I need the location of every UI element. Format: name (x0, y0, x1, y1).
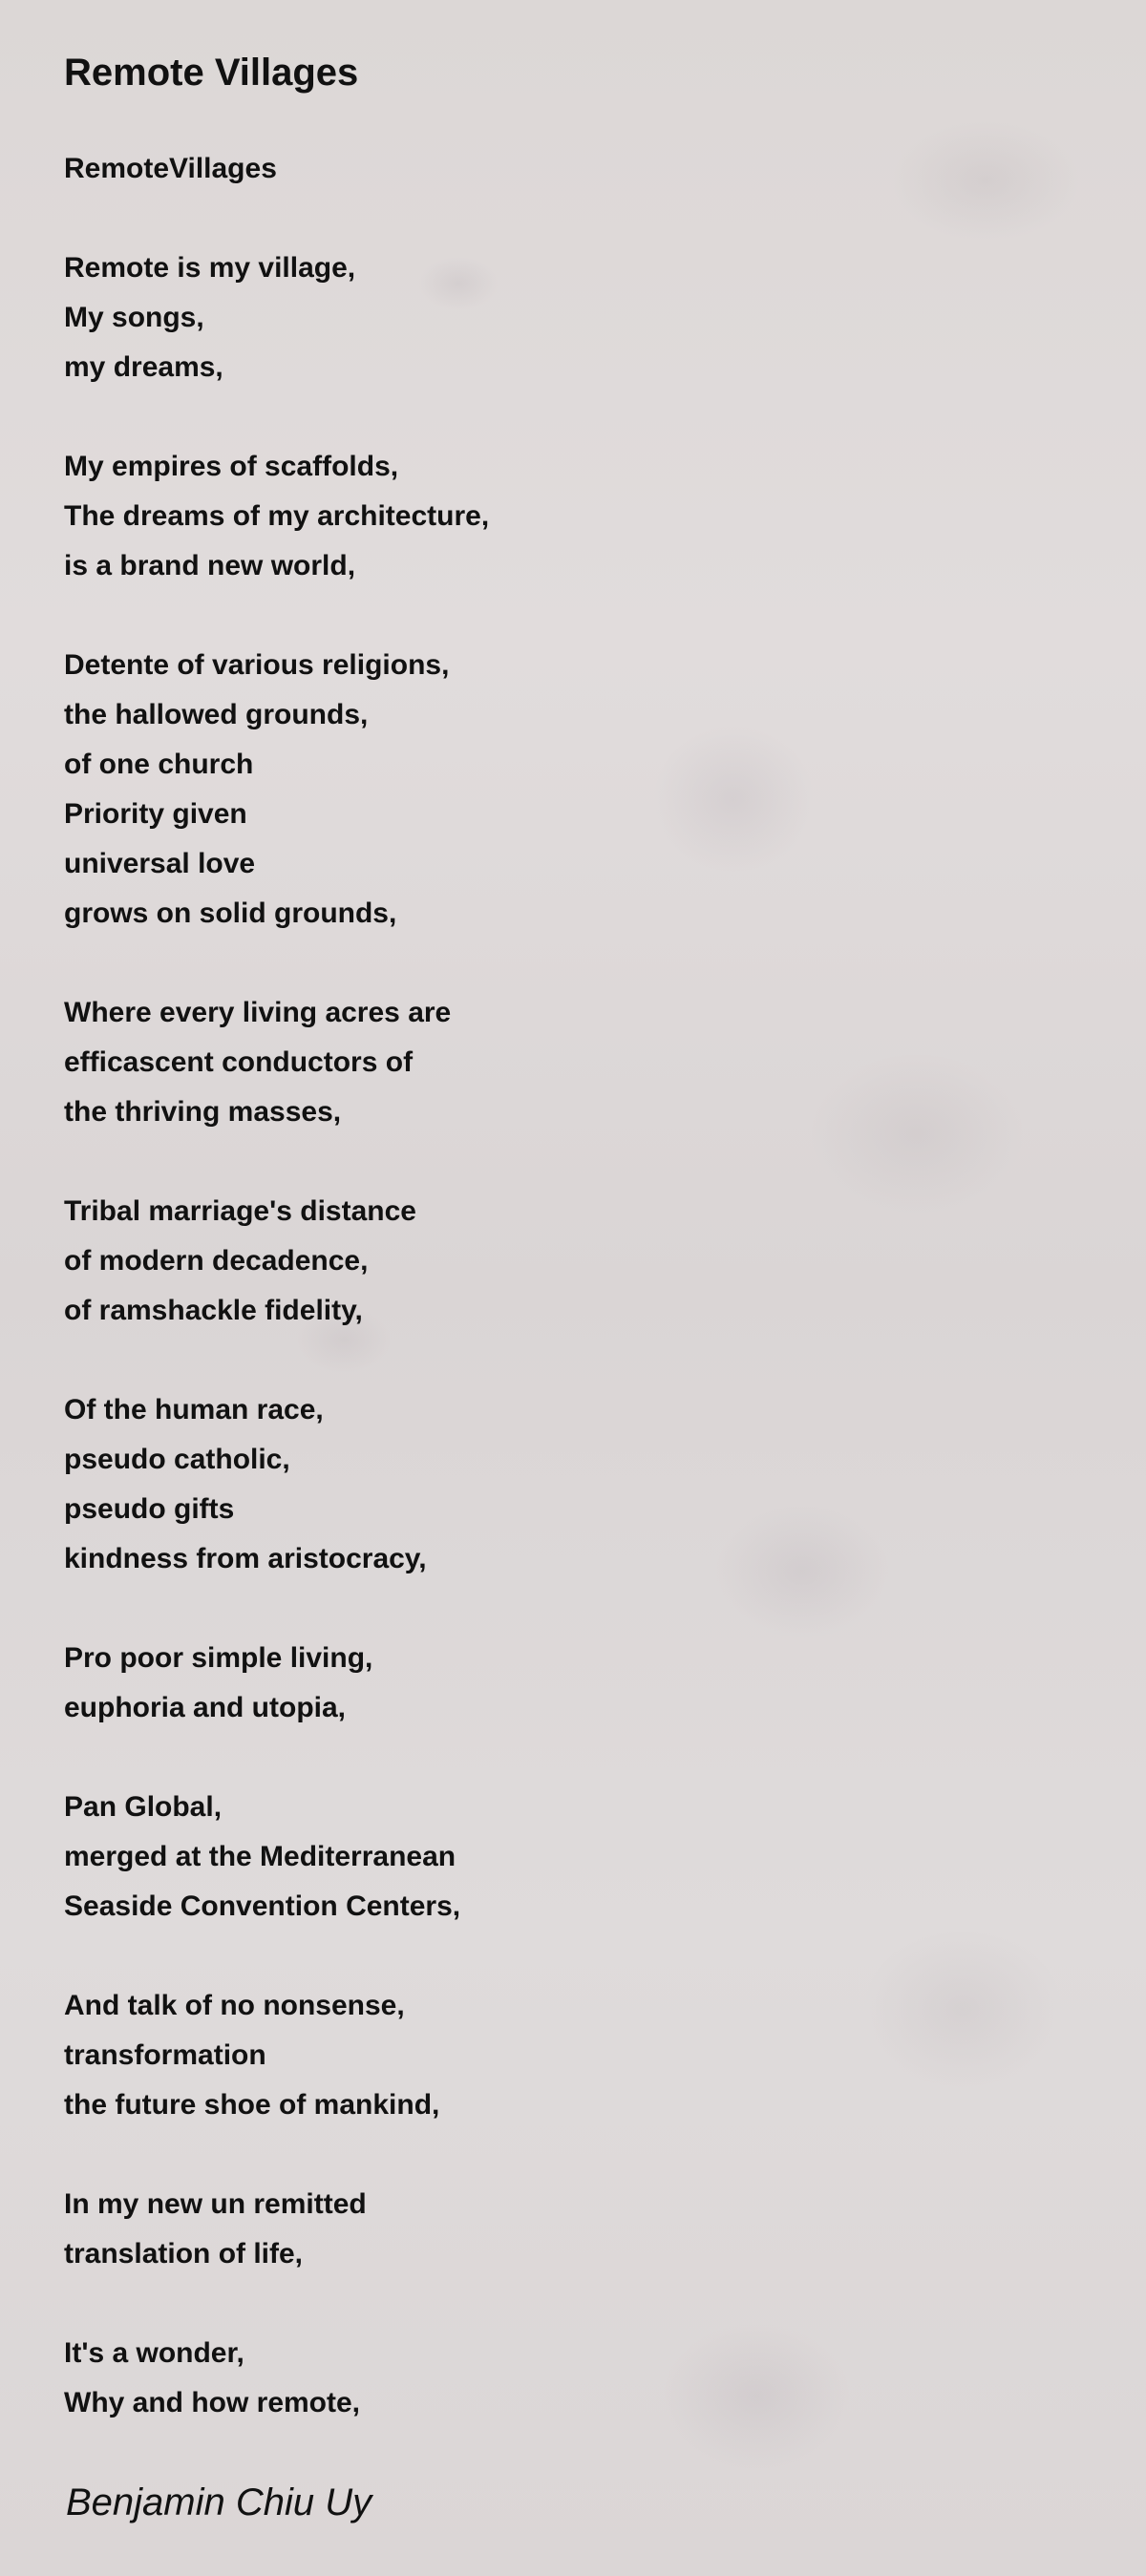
poem-stanza (64, 1981, 1076, 2130)
poem-stanza (64, 2180, 1076, 2279)
poem-stanza (64, 1385, 1076, 1584)
poem-line: the hallowed grounds, (64, 699, 369, 730)
poem-line: Pan Global, (64, 1791, 223, 1823)
poem-line: efficascent conductors of (64, 1046, 414, 1078)
poem-line: of modern decadence, (64, 1245, 369, 1277)
poem-stanza (64, 988, 1076, 1137)
poem-line: euphoria and utopia, (64, 1692, 347, 1723)
poem-line: universal love (64, 848, 256, 879)
poem-line: of ramshackle fidelity, (64, 1295, 363, 1326)
poem-stanza (64, 1634, 1076, 1733)
poem-author: Benjamin Chiu Uy (66, 2481, 372, 2523)
poem-line: It's a wonder, (64, 2337, 244, 2369)
poem-line: And talk of no nonsense, (64, 1990, 405, 2021)
poem-line: Where every living acres are (64, 997, 452, 1028)
poem-stanzas (64, 243, 1076, 2428)
poem-stanza (64, 442, 1076, 591)
poem-line: transformation (64, 2039, 266, 2071)
poem-line: my dreams, (64, 351, 223, 383)
poem-line: merged at the Mediterranean (64, 1841, 456, 1872)
poem-stanza (64, 243, 1076, 392)
poem-stanza (64, 641, 1076, 939)
poem-line: of one church (64, 749, 254, 780)
poem-line: Pro poor simple living, (64, 1642, 373, 1674)
poem-line: the thriving masses, (64, 1096, 342, 1128)
poem-line: is a brand new world, (64, 550, 356, 581)
poem-line: Seaside Convention Centers, (64, 1890, 461, 1922)
poem-line: translation of life, (64, 2238, 304, 2270)
poem-stanza (64, 1187, 1076, 1336)
poem-line: Of the human race, (64, 1394, 324, 1425)
poem-stanza (64, 1783, 1076, 1932)
poem-line: the future shoe of mankind, (64, 2089, 440, 2121)
poem-body (64, 144, 1076, 2428)
poem-line: Why and how remote, (64, 2387, 361, 2418)
poem-line: Detente of various religions, (64, 649, 450, 681)
poem-title: Remote Villages (64, 52, 359, 94)
poem-line: Remote is my village, (64, 252, 356, 284)
poem-line: pseudo catholic, (64, 1444, 290, 1475)
poem-line: My songs, (64, 302, 204, 333)
poem-line: My empires of scaffolds, (64, 451, 399, 482)
poem-line: Priority given (64, 798, 247, 830)
poem-stanza (64, 2329, 1076, 2428)
poem-line: grows on solid grounds, (64, 897, 397, 929)
poem-line: kindness from aristocracy, (64, 1543, 427, 1574)
poem-line: The dreams of my architecture, (64, 500, 490, 532)
poem-line: Tribal marriage's distance (64, 1195, 416, 1227)
poem-subtitle: RemoteVillages (64, 153, 277, 184)
poem-line: In my new un remitted (64, 2188, 367, 2220)
poem-line: pseudo gifts (64, 1493, 235, 1525)
